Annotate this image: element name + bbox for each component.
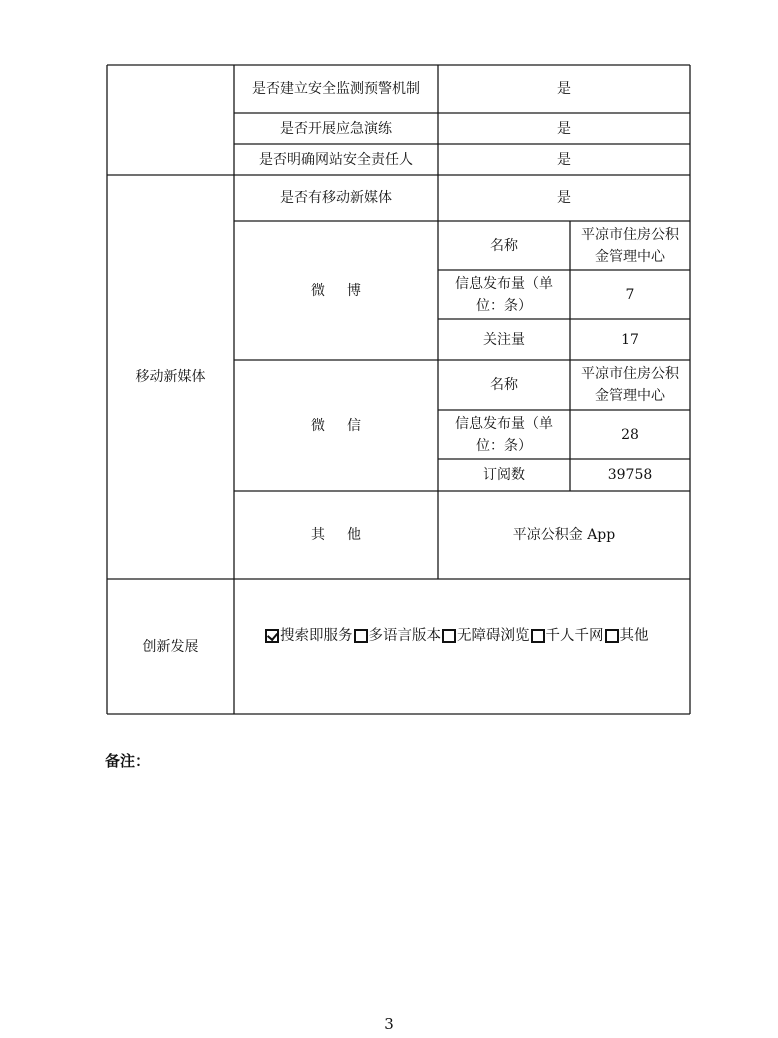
weibo-label: 微 博 (311, 282, 361, 299)
media-section-label: 移动新媒体 (135, 369, 206, 385)
wechat-subscribers-value: 39758 (607, 467, 653, 483)
wechat-posts-value: 28 (621, 426, 639, 443)
wechat-label: 微 信 (311, 417, 361, 434)
drill-label: 是否开展应急演练 (280, 120, 392, 137)
drill-value: 是 (557, 120, 571, 137)
monitoring-label: 是否建立安全监测预警机制 (252, 81, 420, 97)
weibo-followers-value: 17 (621, 331, 639, 348)
monitoring-value: 是 (557, 81, 571, 97)
option-multilang-label: 多语言版本 (368, 628, 441, 644)
innovation-options (264, 626, 649, 646)
responsible-value: 是 (557, 151, 571, 168)
wechat-name-label: 名称 (490, 377, 518, 393)
has-media-value: 是 (557, 190, 571, 206)
option-personalized-label: 千人千网 (545, 628, 604, 644)
page-number: 3 (384, 1015, 394, 1033)
wechat-posts-label: 信息发布量（单位：条） (455, 415, 553, 454)
option-accessible-checkbox[interactable] (442, 629, 456, 643)
option-search-label: 搜索即服务 (280, 628, 353, 644)
other-value: 平凉公积金 App (512, 527, 616, 543)
option-other-label: 其他 (619, 628, 649, 644)
option-search-checkbox[interactable] (265, 629, 279, 643)
option-personalized-checkbox[interactable] (531, 629, 545, 643)
weibo-posts-label: 信息发布量（单位：条） (455, 275, 553, 314)
option-accessible-label: 无障碍浏览 (457, 628, 530, 644)
note-label: 备注： (105, 752, 151, 770)
option-multilang-checkbox[interactable] (354, 629, 368, 643)
weibo-name-value: 平凉市住房公积金管理中心 (581, 226, 679, 265)
weibo-posts-value: 7 (625, 286, 635, 303)
other-label: 其 他 (311, 527, 361, 543)
has-media-label: 是否有移动新媒体 (280, 190, 392, 206)
weibo-name-label: 名称 (490, 237, 518, 254)
wechat-subscribers-label: 订阅数 (483, 467, 525, 483)
weibo-followers-label: 关注量 (483, 331, 525, 348)
option-other-checkbox[interactable] (605, 629, 619, 643)
wechat-name-value: 平凉市住房公积金管理中心 (581, 366, 679, 404)
responsible-label: 是否明确网站安全责任人 (259, 151, 413, 168)
innovation-section-label: 创新发展 (142, 638, 199, 655)
